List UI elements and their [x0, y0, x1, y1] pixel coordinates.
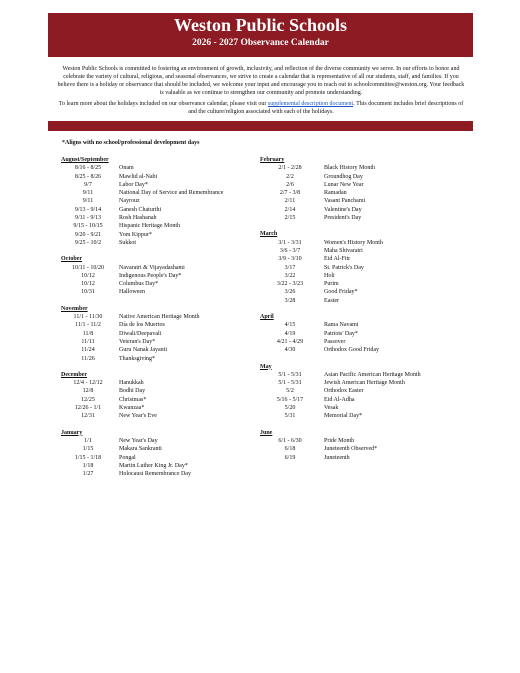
observance-name: Jewish American Heritage Month [324, 380, 405, 387]
observance-name: Orthodox Good Friday [324, 347, 379, 354]
observance-date: 2/7 - 3/8 [279, 190, 301, 197]
observance-row [61, 330, 256, 338]
observance-date: 5/1 - 5/31 [278, 380, 302, 387]
observance-name: Martin Luther King Jr. Day* [119, 462, 188, 469]
observance-date: 5/2 [286, 388, 294, 395]
month-header: August/September [61, 157, 109, 163]
observance-name: Día de los Muertos [119, 322, 165, 329]
observance-date: 9/11 - 9/13 [74, 215, 102, 222]
observance-row [260, 379, 460, 387]
month-header: June [260, 429, 273, 436]
observance-name: Easter [324, 297, 339, 304]
observance-date: 4/15 [284, 322, 296, 329]
observance-name: Memorial Day* [324, 413, 363, 420]
observance-name: Good Friday* [324, 289, 358, 296]
observance-date: 12/4 - 12/12 [73, 380, 103, 387]
observance-row [260, 181, 460, 189]
month-section [61, 429, 256, 479]
observance-date: 9/11 [82, 190, 94, 197]
observance-name: New Year's Day [119, 437, 158, 444]
observance-row [260, 189, 460, 197]
observance-date: 3/22 [284, 272, 296, 279]
observance-row [61, 197, 256, 205]
observance-row [260, 338, 460, 346]
observance-date: 9/20 - 9/21 [74, 231, 102, 238]
observance-name: Onam [119, 165, 134, 172]
observance-name: Orthodox Easter [324, 388, 364, 395]
supplemental-document-link[interactable]: supplemental description document [267, 101, 354, 107]
observance-date: 5/20 [284, 405, 296, 412]
observance-date: 5/1 - 5/31 [278, 371, 302, 378]
observance-date: 10/12 [81, 281, 95, 288]
observance-date: 3/22 - 3/23 [276, 281, 304, 288]
observance-name: Juneteenth Observed* [324, 446, 378, 453]
observance-name: Labor Day* [119, 181, 148, 188]
observance-row [61, 313, 256, 321]
month-section [61, 305, 256, 363]
intro-paragraph-2 [57, 101, 465, 117]
observance-date: 5/16 - 5/17 [276, 396, 304, 403]
observance-row [61, 338, 256, 346]
observance-name: Holocaust Remembrance Day [119, 471, 191, 478]
observance-name: Veteran's Day* [119, 338, 156, 345]
observance-name: Nayrouz [119, 198, 140, 205]
observance-date: 8/16 - 8/25 [74, 165, 102, 172]
observance-name: Purim [324, 281, 339, 288]
observance-date: 11/1 - 11/2 [75, 322, 101, 329]
month-section [260, 429, 460, 462]
observance-date: 11/26 [81, 355, 95, 362]
observance-row [61, 214, 256, 222]
observance-row [61, 379, 256, 387]
page-subtitle: 2026 - 2027 Observance Calendar [192, 38, 329, 48]
observance-name: New Year's Eve [119, 413, 157, 420]
observance-row [260, 330, 460, 338]
observance-row [61, 462, 256, 470]
observance-name: Indigenous People's Day* [119, 272, 182, 279]
observance-row [260, 321, 460, 329]
observance-row [61, 387, 256, 395]
observance-name: Vasant Panchami [324, 198, 366, 205]
observance-date: 6/1 - 6/30 [278, 437, 302, 444]
observance-name: Groundhog Day [324, 173, 363, 180]
observance-date: 1/18 [82, 462, 94, 469]
observance-row [260, 239, 460, 247]
observance-date: 6/19 [284, 454, 296, 461]
observance-name: Hispanic Heritage Month [119, 223, 180, 230]
intro-text-before: To learn more about the holidays included on our observance calendar, please visit our [58, 101, 268, 107]
observance-row [61, 355, 256, 363]
observance-date: 10/11 - 10/20 [71, 264, 105, 271]
observance-row [260, 247, 460, 255]
observance-row [61, 404, 256, 412]
observance-date: 9/7 [84, 181, 92, 188]
observance-row [61, 222, 256, 230]
observance-row [61, 239, 256, 247]
observance-row [260, 404, 460, 412]
observance-date: 9/15 - 10/15 [73, 223, 103, 230]
observance-date: 4/19 [284, 330, 296, 337]
observance-row [260, 288, 460, 296]
observance-date: 1/15 [82, 446, 94, 453]
observance-date: 10/12 [81, 272, 95, 279]
observance-name: Native American Heritage Month [119, 314, 200, 321]
observance-name: Eid Al-Fitr [324, 256, 351, 263]
observance-row [260, 412, 460, 420]
month-header: November [61, 305, 88, 312]
observance-name: Christmas* [119, 396, 147, 403]
observance-row [61, 445, 256, 453]
observance-date: 1/15 - 1/18 [74, 454, 102, 461]
observance-name: Asian Pacific American Heritage Month [324, 371, 421, 378]
observance-date: 1/27 [82, 471, 94, 478]
observance-date: 3/28 [284, 297, 296, 304]
observance-date: 3/26 [284, 289, 296, 296]
observance-row [61, 181, 256, 189]
divider-bar [48, 121, 473, 131]
observance-name: Diwali/Deepavali [119, 330, 162, 337]
observance-name: Makara Sankranti [119, 446, 162, 453]
month-header: February [260, 157, 285, 163]
observance-name: Bodhi Day [119, 388, 146, 395]
observance-date: 11/24 [81, 347, 95, 354]
observance-row [260, 264, 460, 272]
observance-date: 5/31 [284, 413, 296, 420]
observance-row [61, 412, 256, 420]
observance-name: Columbus Day* [119, 281, 159, 288]
observance-row [260, 387, 460, 395]
observance-row [61, 454, 256, 462]
month-header: January [61, 429, 83, 436]
month-header: December [61, 371, 87, 378]
observance-name: Maha Shivaratri [324, 247, 363, 254]
observance-name: Lunar New Year [324, 181, 364, 188]
observance-date: 1/1 [84, 437, 92, 444]
observance-row [260, 445, 460, 453]
observance-row [260, 297, 460, 305]
observance-row [260, 255, 460, 263]
observance-name: Black History Month [324, 165, 375, 172]
month-section [61, 371, 256, 421]
observance-name: National Day of Service and Remembrance [119, 190, 224, 197]
observance-row [260, 454, 460, 462]
observance-date: 3/17 [284, 264, 296, 271]
month-section [61, 156, 256, 247]
observance-name: Guru Nanak Jayanti [119, 347, 167, 354]
month-section [260, 363, 460, 421]
observance-date: 12/25 [81, 396, 95, 403]
observance-row [61, 231, 256, 239]
observance-date: 9/25 - 10/2 [74, 239, 102, 246]
observance-name: Vesak [324, 405, 339, 412]
month-header: May [260, 363, 272, 370]
observance-row [260, 214, 460, 222]
observance-name: Kwanzaa* [119, 405, 145, 412]
observance-date: 6/18 [284, 446, 296, 453]
observance-name: Women's History Month [324, 239, 383, 246]
page-title: Weston Public Schools [173, 15, 348, 35]
observance-name: Halloween [119, 289, 145, 296]
observance-row [61, 396, 256, 404]
observance-name: Ganesh Chaturthi [119, 206, 162, 213]
observance-name: Thanksgiving* [119, 355, 155, 362]
observance-row [260, 371, 460, 379]
observance-row [61, 470, 256, 478]
header-banner [48, 13, 473, 57]
observance-row [61, 189, 256, 197]
observance-date: 8/25 - 8/26 [74, 173, 102, 180]
observance-date: 2/14 [284, 206, 296, 213]
observance-name: Pongal [119, 454, 136, 461]
observance-row [61, 288, 256, 296]
observance-row [260, 396, 460, 404]
month-section [260, 313, 460, 354]
month-section [260, 156, 460, 222]
observance-row [260, 164, 460, 172]
left-column [61, 156, 256, 486]
observance-date: 11/8 [82, 330, 94, 337]
observance-row [61, 206, 256, 214]
observance-name: Eid Al-Adha [324, 396, 355, 403]
observance-name: Rosh Hashanah [119, 215, 157, 222]
observance-row [260, 173, 460, 181]
observance-date: 2/1 - 2/28 [278, 165, 302, 172]
observance-name: Holi [324, 272, 335, 279]
observance-row [61, 280, 256, 288]
observance-row [61, 272, 256, 280]
observance-date: 4/30 [284, 347, 296, 354]
observance-name: Juneteenth [324, 454, 350, 461]
month-section [61, 255, 256, 296]
observance-date: 2/6 [286, 181, 294, 188]
observance-date: 2/15 [284, 215, 296, 222]
intro-paragraph: Weston Public Schools is committed to fostering an environment of growth, inclusivity, and reflection of the diverse community we serve. In our efforts to honor and celebrate the variety of cultural, religious, and seasonal observances, we strive to create a calendar that is representative of all our students, staff, and families. If you believe there is a holiday or observance that should be included, we welcome your input and encourage you to reach out to schoolcommittee@weston.org. Your feedback is valuable as we continue to strengthen our community and promote understanding. [57, 66, 465, 96]
observance-name: Sukkot [119, 239, 137, 246]
observance-row [61, 173, 256, 181]
observance-date: 4/21 - 4/29 [276, 338, 304, 345]
observance-row [260, 437, 460, 445]
observance-row [61, 264, 256, 272]
observance-row [260, 280, 460, 288]
observance-row [61, 164, 256, 172]
observance-row [61, 321, 256, 329]
observance-date: 3/6 - 3/7 [279, 247, 301, 254]
observance-date: 10/31 [81, 289, 95, 296]
observance-row [260, 206, 460, 214]
observance-name: Navaratri & Vijayadashami [119, 264, 185, 271]
month-header: March [260, 231, 278, 238]
observance-name: Hanukkah [119, 380, 144, 387]
month-header: April [260, 314, 274, 321]
observance-date: 11/11 [81, 338, 95, 345]
observance-name: Pride Month [324, 437, 355, 444]
observance-date: 11/1 - 11/30 [73, 314, 103, 321]
observance-name: Passover [324, 338, 346, 345]
observance-row [260, 197, 460, 205]
observance-name: President's Day [324, 215, 362, 222]
observance-date: 12/31 [81, 413, 95, 420]
observance-row [260, 346, 460, 354]
observance-date: 3/9 - 3/10 [278, 256, 302, 263]
observance-name: St. Patrick's Day [324, 264, 364, 271]
intro-text-after: . This document includes brief descriptions of and the culture/religion associated with each of the holidays. [188, 101, 464, 115]
observance-name: Ramadan [324, 190, 347, 197]
footnote-note: *Aligns with no school/professional development days [62, 140, 200, 146]
observance-name: Rama Navami [324, 322, 359, 329]
observance-date: 9/13 - 9/14 [74, 206, 102, 213]
observance-name: Yom Kippur* [119, 231, 152, 238]
observance-date: 2/11 [284, 198, 296, 205]
month-section [260, 230, 460, 305]
observance-date: 2/2 [286, 173, 294, 180]
observance-date: 12/8 [82, 388, 94, 395]
observance-date: 9/11 [82, 198, 94, 205]
observance-row [260, 272, 460, 280]
observance-date: 12/26 - 1/1 [74, 405, 102, 412]
month-header: October [61, 256, 82, 263]
observance-date: 3/1 - 3/31 [278, 239, 302, 246]
observance-row [61, 437, 256, 445]
observance-name: Mawlid al-Nabi [119, 173, 158, 180]
observance-row [61, 346, 256, 354]
observance-name: Patriots' Day* [324, 330, 358, 337]
observance-name: Valentine's Day [324, 206, 362, 213]
right-column [260, 156, 460, 470]
